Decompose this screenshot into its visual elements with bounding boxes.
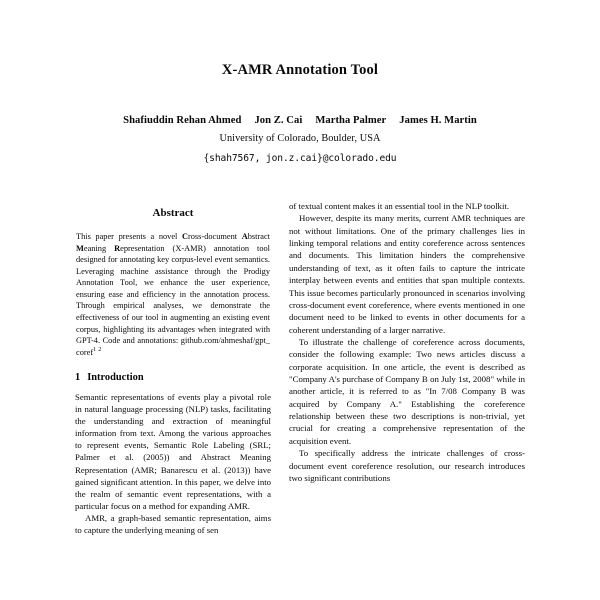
affiliation: University of Colorado, Boulder, USA (219, 132, 381, 144)
abstract-after-r: epresentation (X-AMR) annotation tool designed for annotating key corpus-level event semantics. Leveraging machine assistance through the Prodigy Annotation Tool, we enhance the user experience, ensuring ease and efficiency in the annotation process. Through empirical analyses, we demonstrate the effectiveness of our tool in augmenting an existing event corpus, highlighting its advantages when integrated with GPT-4. Code and annotations: (76, 243, 270, 346)
footnote-marker-1[interactable]: 1 (93, 345, 97, 353)
author-emails: {shah7567, jon.z.cai}@colorado.edu (203, 152, 397, 164)
abstract-after-m: eaning (83, 243, 115, 253)
right-paragraph-1: of textual content makes it an essential tool in the NLP toolkit. (289, 201, 510, 211)
code-url-link[interactable]: github.com/ahmeshaf/gpt_coref (76, 336, 270, 357)
author-2: Jon Z. Cai (254, 115, 303, 127)
body-columns (0, 200, 600, 600)
author-list (0, 114, 600, 145)
right-paragraph-3: To illustrate the challenge of coreference across documents, consider the following example: Two news articles discuss a corporate acquisition. In one article, the event is described as "Company A's purchase of Company B on July 1st, 2008" while in another article, it is referred to as "In 7/08 Company B was acquired by Company A." Establishing the coreference relationship between these two descriptions is non-trivial, yet crucial for creating a comprehensive representation of the acquisition event. (289, 336, 525, 446)
abstract-after-a: bstract (247, 232, 270, 242)
page-title: X-AMR Annotation Tool (221, 62, 379, 78)
right-column (289, 200, 525, 600)
abstract-bold-a: A (241, 232, 248, 242)
author-3: Martha Palmer (315, 115, 387, 127)
abstract-body (75, 231, 271, 358)
section-number: 1 (75, 372, 81, 384)
author-4: James H. Martin (399, 115, 477, 127)
abstract-paragraph (76, 231, 270, 358)
intro-paragraph-2: AMR, a graph-based semantic representation, aims to capture the underlying meaning of sen (75, 513, 271, 536)
title-block (0, 0, 600, 164)
right-paragraph-4: To specifically address the intricate challenges of cross-document event coreference resolution, our research introduces two significant contributions (289, 448, 525, 483)
right-paragraph-2: However, despite its many merits, current AMR techniques are not without limitations. One of the primary challenges lies in linking temporal relations and entity coreference across sentences and documents. This limitation hinders the comprehensive understanding of text, as it often fails to capture the intricate interplay between events and entities that span multiple contexts. This issue becomes particularly pronounced in scenarios involving cross-document event coreference, where events mentioned in one document need to be linked to events in other documents for a coherent understanding of a larger narrative. (289, 213, 525, 335)
section-title: Introduction (87, 372, 144, 384)
section-heading-introduction (75, 372, 271, 384)
author-1: Shafiuddin Rehan Ahmed (123, 115, 242, 127)
footnote-marker-2[interactable]: 2 (98, 345, 102, 353)
abstract-after-c: ross-document (187, 232, 242, 242)
intro-paragraph-1: Semantic representations of events play a pivotal role in natural language processing (NLP) tasks, facilitating the understanding and extraction of meaningful information from text. Among the various approaches to represent events, Semantic Role Labeling (SRL; Palmer et al. (2005)) and Abstract Meaning Representation (AMR; Banarescu et al. (2013)) have gained significant attention. In this paper, we delve into the realm of semantic event representations, with a particular focus on a method for expanding AMR. (75, 391, 271, 512)
abstract-bold-c: C (181, 232, 188, 242)
abstract-bold-m: M (76, 243, 84, 253)
left-column (75, 200, 271, 600)
abstract-lead: This paper presents a novel (76, 232, 182, 242)
abstract-bold-r: R (114, 243, 121, 253)
abstract-heading: Abstract (152, 207, 194, 219)
